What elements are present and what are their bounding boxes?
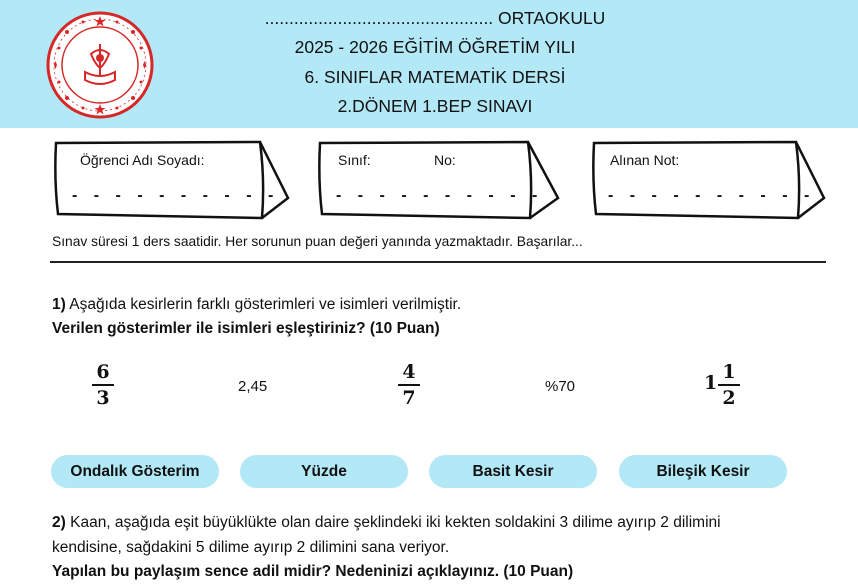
class-subject-line: 6. SINIFLAR MATEMATİK DERSİ — [304, 67, 566, 87]
section-divider — [50, 261, 826, 263]
fraction-numerator: 4 — [402, 361, 416, 383]
fraction-denominator: 2 — [722, 387, 736, 409]
fraction-bar — [398, 384, 420, 386]
fraction-denominator: 3 — [96, 387, 110, 409]
question-2-prompt: Yapılan bu paylaşım sence adil midir? Nedeninizi açıklayınız. (10 Puan) — [52, 563, 574, 580]
fraction-numerator: 1 — [722, 361, 736, 383]
number-label: No: — [434, 152, 456, 168]
mixed-fraction-part — [718, 361, 740, 409]
fraction-four-sevenths — [398, 361, 420, 409]
class-number-blank[interactable]: - - - - - - - - - - — [336, 187, 544, 204]
fraction-bar — [92, 384, 114, 386]
school-name-line: ............................................... ORTAOKULU — [264, 8, 606, 28]
option-decimal-representation[interactable]: Ondalık Gösterim — [51, 455, 219, 488]
question-1-body: Aşağıda kesirlerin farklı gösterimleri ve isimleri verilmiştir. — [69, 296, 462, 313]
ministry-seal-icon — [45, 10, 155, 120]
student-name-label: Öğrenci Adı Soyadı: — [80, 152, 205, 168]
exam-header — [0, 0, 858, 128]
option-percent[interactable]: Yüzde — [240, 455, 408, 488]
percent-value: %70 — [545, 378, 576, 395]
fraction-numerator: 6 — [96, 361, 110, 383]
option-proper-fraction[interactable]: Basit Kesir — [429, 455, 597, 488]
question-1-prompt: Verilen gösterimler ile isimleri eşleştiriniz? (10 Puan) — [52, 320, 440, 337]
option-improper-fraction[interactable]: Bileşik Kesir — [619, 455, 787, 488]
grade-blank[interactable]: - - - - - - - - - - — [608, 187, 816, 204]
student-name-blank[interactable]: - - - - - - - - - - — [72, 187, 280, 204]
question-2-body-line1: Kaan, aşağıda eşit büyüklükte olan daire şeklindeki iki kekten soldakini 3 dilime ayırıp 2 dilimini — [70, 514, 721, 531]
grade-label: Alınan Not: — [610, 152, 680, 168]
fraction-denominator: 7 — [402, 387, 416, 409]
mixed-whole-part: 1 — [704, 372, 718, 394]
class-number-card — [316, 140, 562, 222]
fraction-six-thirds — [92, 361, 114, 409]
question-1-text — [52, 296, 461, 314]
question-1-number: 1) — [52, 296, 66, 313]
decimal-value: 2,45 — [238, 378, 268, 395]
fraction-bar — [718, 384, 740, 386]
grade-card — [590, 140, 830, 222]
exam-title-line: 2.DÖNEM 1.BEP SINAVI — [337, 96, 533, 116]
question-2-number: 2) — [52, 514, 66, 531]
school-year-line: 2025 - 2026 EĞİTİM ÖĞRETİM YILI — [294, 37, 576, 57]
question-2-body-line2: kendisine, sağdakini 5 dilime ayırıp 2 dilimini sana veriyor. — [52, 539, 450, 556]
exam-instructions: Sınav süresi 1 ders saatidir. Her sorunun puan değeri yanında yazmaktadır. Başarılar... — [52, 234, 583, 249]
class-label: Sınıf: — [338, 152, 371, 168]
student-name-card — [52, 140, 292, 222]
question-2-text — [52, 514, 721, 532]
